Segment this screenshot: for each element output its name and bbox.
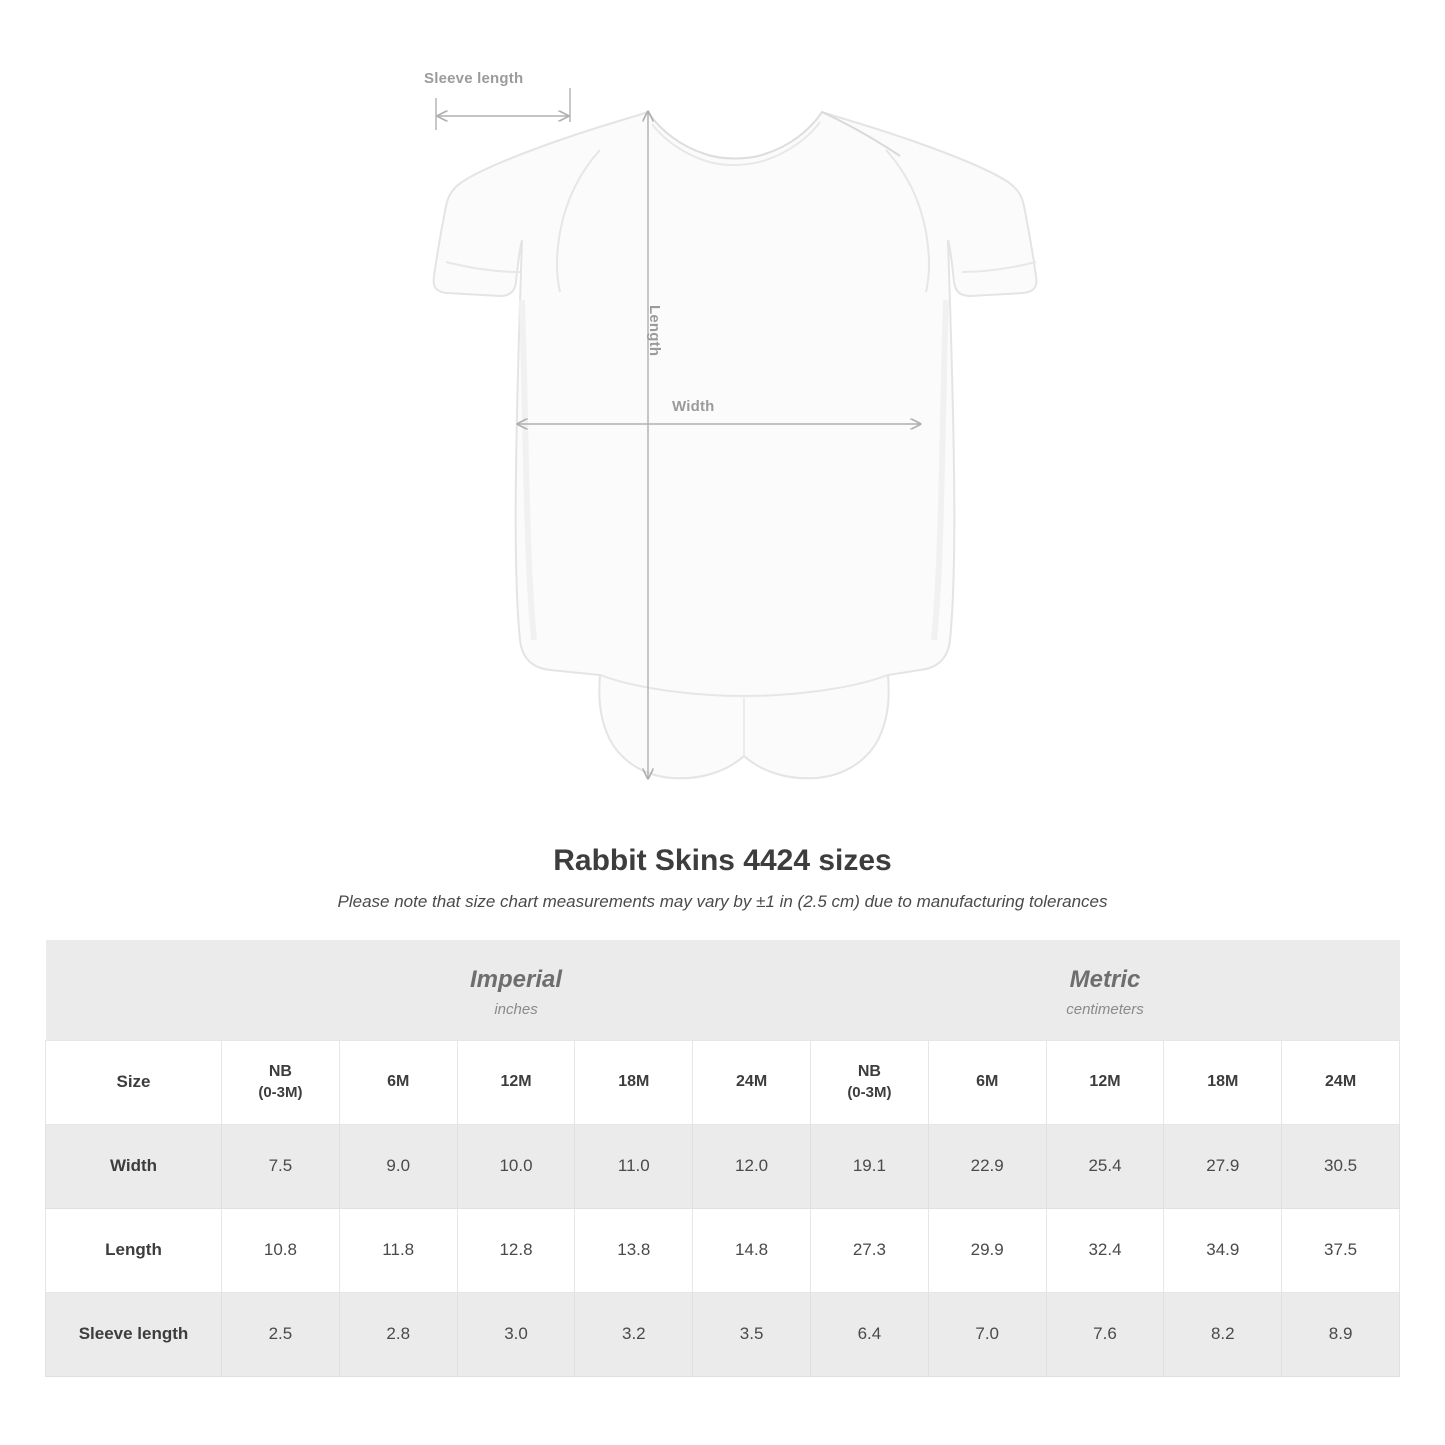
unit-group-metric [811, 940, 1400, 1040]
cell-length-18m-in: 13.8 [575, 1208, 693, 1292]
unit-group-imperial [222, 940, 811, 1040]
col-header-24m-metric: 24M [1282, 1040, 1400, 1124]
size-table [45, 940, 1400, 1377]
cell-width-6m-cm: 22.9 [928, 1124, 1046, 1208]
cell-width-18m-cm: 27.9 [1164, 1124, 1282, 1208]
cell-sleeve-24m-in: 3.5 [693, 1292, 811, 1376]
row-label-length: Length [46, 1208, 222, 1292]
cell-sleeve-6m-cm: 7.0 [928, 1292, 1046, 1376]
col-header-sub: (0-3M) [258, 1083, 303, 1101]
length-label: Length [646, 305, 663, 357]
sleeve-length-measure [436, 88, 570, 130]
cell-sleeve-18m-in: 3.2 [575, 1292, 693, 1376]
cell-width-6m-in: 9.0 [339, 1124, 457, 1208]
cell-length-12m-cm: 32.4 [1046, 1208, 1164, 1292]
cell-length-6m-in: 11.8 [339, 1208, 457, 1292]
unit-imperial-sub: inches [494, 1000, 538, 1018]
cell-width-12m-cm: 25.4 [1046, 1124, 1164, 1208]
cell-length-nb-in: 10.8 [222, 1208, 340, 1292]
unit-corner-cell [46, 940, 222, 1040]
table-row [46, 1208, 1400, 1292]
cell-length-nb-cm: 27.3 [811, 1208, 929, 1292]
table-row [46, 1292, 1400, 1376]
page-title: Rabbit Skins 4424 sizes [553, 844, 892, 877]
cell-length-6m-cm: 29.9 [928, 1208, 1046, 1292]
cell-width-12m-in: 10.0 [457, 1124, 575, 1208]
cell-width-24m-in: 12.0 [693, 1124, 811, 1208]
unit-metric-name: Metric [1069, 966, 1141, 993]
cell-width-nb-in: 7.5 [222, 1124, 340, 1208]
col-header-nb-imperial [222, 1040, 340, 1124]
size-header-row [46, 1040, 1400, 1124]
cell-length-18m-cm: 34.9 [1164, 1208, 1282, 1292]
cell-sleeve-24m-cm: 8.9 [1282, 1292, 1400, 1376]
cell-length-24m-in: 14.8 [693, 1208, 811, 1292]
title-block [0, 844, 1445, 912]
col-header-12m-imperial: 12M [457, 1040, 575, 1124]
cell-length-24m-cm: 37.5 [1282, 1208, 1400, 1292]
cell-sleeve-nb-cm: 6.4 [811, 1292, 929, 1376]
col-header-12m-metric: 12M [1046, 1040, 1164, 1124]
unit-header-row [46, 940, 1400, 1040]
sleeve-length-label: Sleeve length [424, 70, 524, 87]
cell-width-24m-cm: 30.5 [1282, 1124, 1400, 1208]
cell-width-nb-cm: 19.1 [811, 1124, 929, 1208]
unit-imperial-name: Imperial [469, 966, 563, 993]
col-header-label: NB [268, 1063, 292, 1081]
table-row [46, 1124, 1400, 1208]
cell-sleeve-6m-in: 2.8 [339, 1292, 457, 1376]
bodysuit-shape [434, 112, 1037, 778]
col-header-18m-metric: 18M [1164, 1040, 1282, 1124]
size-table-wrapper [45, 940, 1400, 1377]
tolerance-note: Please note that size chart measurements may vary by ±1 in (2.5 cm) due to manufacturing tolerances [337, 892, 1108, 911]
col-header-label: NB [857, 1063, 881, 1081]
cell-sleeve-nb-in: 2.5 [222, 1292, 340, 1376]
cell-length-12m-in: 12.8 [457, 1208, 575, 1292]
cell-sleeve-18m-cm: 8.2 [1164, 1292, 1282, 1376]
cell-width-18m-in: 11.0 [575, 1124, 693, 1208]
col-header-6m-imperial: 6M [339, 1040, 457, 1124]
col-header-24m-imperial: 24M [693, 1040, 811, 1124]
row-label-sleeve-length: Sleeve length [46, 1292, 222, 1376]
col-header-18m-imperial: 18M [575, 1040, 693, 1124]
col-header-nb-metric [811, 1040, 929, 1124]
unit-metric-sub: centimeters [1066, 1000, 1144, 1018]
col-header-sub: (0-3M) [847, 1083, 892, 1101]
size-header-label: Size [46, 1040, 222, 1124]
cell-sleeve-12m-cm: 7.6 [1046, 1292, 1164, 1376]
col-header-6m-metric: 6M [928, 1040, 1046, 1124]
row-label-width: Width [46, 1124, 222, 1208]
cell-sleeve-12m-in: 3.0 [457, 1292, 575, 1376]
width-label: Width [672, 398, 715, 415]
